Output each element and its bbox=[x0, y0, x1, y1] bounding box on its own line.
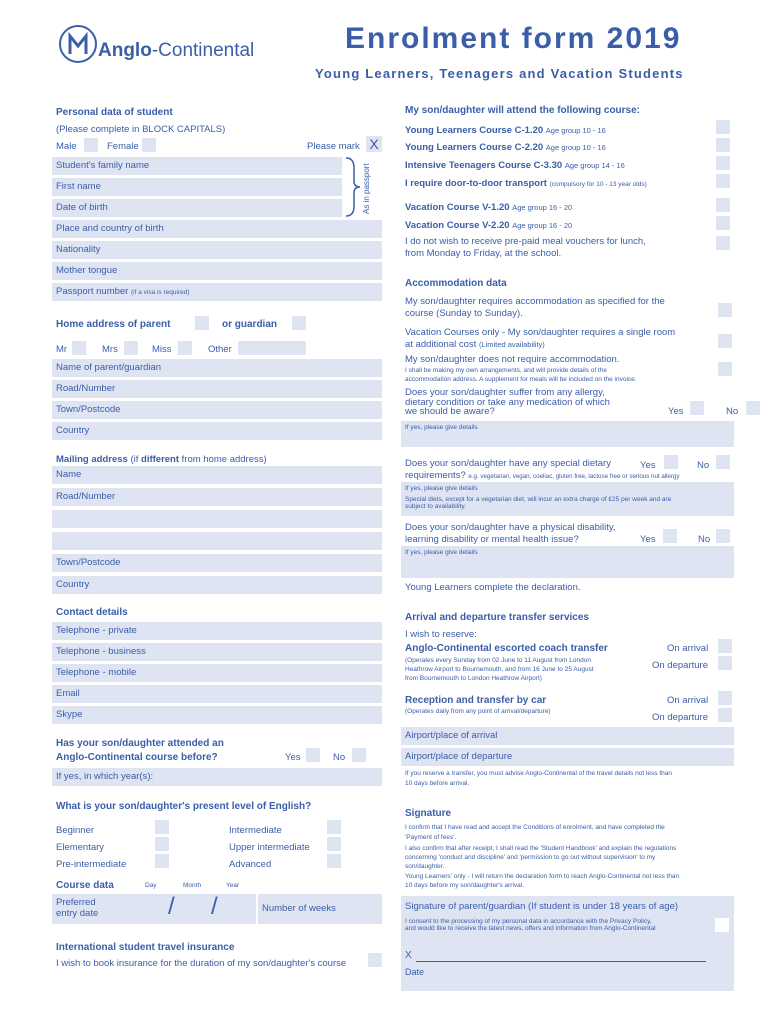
mrs-label: Mrs bbox=[102, 344, 118, 355]
month-label: Month bbox=[183, 882, 202, 889]
disability-yes-label: Yes bbox=[640, 534, 656, 545]
disability-details-field[interactable]: If yes, please give details bbox=[401, 546, 734, 578]
first-name-field[interactable]: First name bbox=[52, 178, 342, 196]
signature-text-3: I also confirm that after receipt, I shall read the 'Student Handbook' and explain the regulations bbox=[405, 845, 677, 852]
course-data-heading: Course data bbox=[56, 880, 114, 891]
acc1-text-a: My son/daughter requires accommodation as specified for the bbox=[405, 296, 665, 307]
coach-arrival-label: On arrival bbox=[667, 643, 709, 654]
miss-label: Miss bbox=[152, 344, 172, 355]
as-in-passport-label: As in passport bbox=[362, 163, 371, 214]
signature-text-4: concerning 'conduct and discipline' and 'permission to go out without supervision' to my bbox=[405, 854, 656, 861]
arrival-heading: Arrival and departure transfer services bbox=[405, 612, 589, 623]
dob-field[interactable]: Date of birth bbox=[52, 199, 342, 217]
transport-checkbox[interactable] bbox=[716, 174, 730, 188]
male-checkbox[interactable] bbox=[84, 138, 98, 152]
meal-checkbox[interactable] bbox=[716, 236, 730, 250]
diet-text-2: requirements? e.g. vegetarian, vegan, coeliac, gluten free, lactose free or serious nut allergy bbox=[405, 470, 680, 481]
entry-date-divider bbox=[256, 894, 258, 924]
family-name-field[interactable]: Student's family name bbox=[52, 157, 342, 175]
tel-mobile-field[interactable]: Telephone - mobile bbox=[52, 664, 382, 682]
mr-label: Mr bbox=[56, 344, 68, 355]
allergy-yes-checkbox[interactable] bbox=[690, 401, 704, 415]
course-row-3: Intensive Teenagers Course C-3.30 Age group 14 - 16 bbox=[405, 160, 625, 171]
parent-name-field[interactable]: Name of parent/guardian bbox=[52, 359, 382, 377]
acc3-checkbox[interactable] bbox=[718, 362, 732, 376]
allergy-no-checkbox[interactable] bbox=[746, 401, 760, 415]
mrs-checkbox[interactable] bbox=[124, 341, 138, 355]
advanced-checkbox[interactable] bbox=[327, 854, 341, 868]
level-question: What is your son/daughter's present level of English? bbox=[56, 801, 312, 812]
acc3-note-2: accommodation address. A supplement for meals will be included on the invoice. bbox=[405, 376, 637, 383]
diet-note-2: subject to availability. bbox=[405, 503, 466, 510]
elementary-label: Elementary bbox=[56, 842, 105, 853]
coach-departure-checkbox[interactable] bbox=[718, 656, 732, 670]
signature-x: X bbox=[405, 950, 412, 961]
insurance-checkbox[interactable] bbox=[368, 953, 382, 967]
allergy-yes-label: Yes bbox=[668, 406, 684, 417]
mailing-road-line3[interactable] bbox=[52, 532, 382, 550]
date-slash-1: / bbox=[168, 893, 175, 920]
attended-question-2: Anglo-Continental course before? bbox=[56, 752, 218, 763]
acc1-checkbox[interactable] bbox=[718, 303, 732, 317]
course-6-checkbox[interactable] bbox=[716, 216, 730, 230]
intermediate-label: Intermediate bbox=[229, 825, 282, 836]
road-number-field[interactable]: Road/Number bbox=[52, 380, 382, 398]
signature-heading: Signature bbox=[405, 808, 452, 819]
tel-private-field[interactable]: Telephone - private bbox=[52, 622, 382, 640]
mark-example: X bbox=[366, 136, 382, 152]
course-3-checkbox[interactable] bbox=[716, 156, 730, 170]
course-row-5: Vacation Course V-1.20 Age group 16 - 20 bbox=[405, 202, 573, 213]
pre-intermediate-checkbox[interactable] bbox=[155, 854, 169, 868]
diet-details-field[interactable] bbox=[401, 482, 734, 516]
signature-text-2: 'Payment of fees'. bbox=[405, 834, 457, 841]
coach-note-1: (Operates every Sunday from 02 June to 11 August from London bbox=[405, 657, 591, 664]
country-field[interactable]: Country bbox=[52, 422, 382, 440]
mother-tongue-field[interactable]: Mother tongue bbox=[52, 262, 382, 280]
mr-checkbox[interactable] bbox=[72, 341, 86, 355]
signature-text-7: 10 days before my son/daughter's arrival. bbox=[405, 882, 525, 889]
signature-area[interactable] bbox=[401, 896, 734, 991]
transfer-note-1: If you reserve a transfer, you must advise Anglo-Continental of the travel details not less than bbox=[405, 770, 673, 777]
signature-text-1: I confirm that I have read and accept the Conditions of enrolment, and have completed the bbox=[405, 824, 665, 831]
female-checkbox[interactable] bbox=[142, 138, 156, 152]
car-heading: Reception and transfer by car bbox=[405, 695, 547, 706]
yl-declaration-text: Young Learners complete the declaration. bbox=[405, 582, 581, 593]
elementary-checkbox[interactable] bbox=[155, 837, 169, 851]
beginner-checkbox[interactable] bbox=[155, 820, 169, 834]
allergy-no-label: No bbox=[726, 406, 739, 417]
pre-intermediate-label: Pre-intermediate bbox=[56, 859, 127, 870]
car-departure-checkbox[interactable] bbox=[718, 708, 732, 722]
passport-number-field[interactable] bbox=[52, 283, 382, 301]
signature-parent-label: Signature of parent/guardian (If student is under 18 years of age) bbox=[405, 901, 679, 912]
coach-heading: Anglo-Continental escorted coach transfer bbox=[405, 643, 608, 654]
place-birth-field[interactable]: Place and country of birth bbox=[52, 220, 382, 238]
miss-checkbox[interactable] bbox=[178, 341, 192, 355]
acc2-text-b: at additional cost (Limited availability) bbox=[405, 339, 545, 350]
course-5-checkbox[interactable] bbox=[716, 198, 730, 212]
year-label: Year bbox=[226, 882, 240, 889]
town-postcode-field[interactable]: Town/Postcode bbox=[52, 401, 382, 419]
upper-intermediate-checkbox[interactable] bbox=[327, 837, 341, 851]
diet-details-label: If yes, please give details bbox=[405, 485, 478, 492]
course-row-6: Vacation Course V-2.20 Age group 16 - 20 bbox=[405, 220, 573, 231]
form-title: Enrolment form 2019 bbox=[345, 22, 682, 55]
car-note: (Operates daily from any point of arrival/departure) bbox=[405, 708, 551, 715]
acc1-text-b: course (Sunday to Sunday). bbox=[405, 308, 523, 319]
email-field[interactable]: Email bbox=[52, 685, 382, 703]
upper-intermediate-label: Upper intermediate bbox=[229, 842, 310, 853]
disability-text-2: learning disability or mental health issue? bbox=[405, 534, 579, 545]
attended-yes-label: Yes bbox=[285, 752, 301, 763]
personal-heading: Personal data of student bbox=[56, 107, 173, 118]
block-caps-note: (Please complete in BLOCK CAPITALS) bbox=[56, 124, 226, 135]
airport-arrival-field[interactable]: Airport/place of arrival bbox=[401, 727, 734, 745]
diet-no-label: No bbox=[697, 460, 710, 471]
transfer-note-2: 10 days before arrival. bbox=[405, 780, 470, 787]
tel-business-field[interactable]: Telephone - business bbox=[52, 643, 382, 661]
car-departure-label: On departure bbox=[652, 712, 708, 723]
disability-text-1: Does your son/daughter have a physical disability, bbox=[405, 522, 616, 533]
attended-no-label: No bbox=[333, 752, 346, 763]
airport-departure-field[interactable]: Airport/place of departure bbox=[401, 748, 734, 766]
intermediate-checkbox[interactable] bbox=[327, 820, 341, 834]
date-slash-2: / bbox=[211, 893, 218, 920]
insurance-heading: International student travel insurance bbox=[56, 942, 235, 953]
entry-date-label: entry date bbox=[56, 908, 99, 919]
course-row-2: Young Learners Course C-2.20 Age group 10 - 16 bbox=[405, 142, 606, 153]
attended-question-1: Has your son/daughter attended an bbox=[56, 738, 224, 749]
diet-text-1: Does your son/daughter have any special dietary bbox=[405, 458, 611, 469]
day-label: Day bbox=[145, 882, 157, 889]
advanced-label: Advanced bbox=[229, 859, 272, 870]
other-field[interactable] bbox=[238, 341, 306, 355]
diet-note-1: Special diets, except for a vegetarian diet, will incur an extra charge of £25 per week and are bbox=[405, 496, 672, 503]
parent-checkbox[interactable] bbox=[195, 316, 209, 330]
insurance-text: I wish to book insurance for the duration of my son/daughter's course bbox=[56, 958, 347, 969]
wish-reserve-text: I wish to reserve: bbox=[405, 629, 477, 640]
form-subtitle: Young Learners, Teenagers and Vacation Students bbox=[315, 66, 684, 81]
please-mark-label: Please mark bbox=[307, 141, 360, 152]
other-label: Other bbox=[208, 344, 232, 355]
which-years-field[interactable]: If yes, in which year(s): bbox=[52, 768, 382, 786]
car-arrival-label: On arrival bbox=[667, 695, 709, 706]
preferred-label: Preferred bbox=[56, 897, 96, 908]
or-guardian-label: or guardian bbox=[222, 319, 278, 330]
signature-text-5: son/daughter. bbox=[405, 863, 445, 870]
female-label: Female bbox=[107, 141, 139, 152]
mailing-road-field[interactable]: Road/Number bbox=[52, 488, 382, 506]
attended-yes-checkbox[interactable] bbox=[306, 748, 320, 762]
mailing-road-line2[interactable] bbox=[52, 510, 382, 528]
meal-text-1: I do not wish to receive pre-paid meal vouchers for lunch, bbox=[405, 236, 646, 247]
consent-text-2: and would like to receive the latest news, offers and information from Anglo-Continental bbox=[405, 925, 656, 932]
allergy-text-3: we should be aware? bbox=[405, 406, 495, 417]
signature-date-label: Date bbox=[405, 967, 425, 977]
logo bbox=[58, 24, 98, 64]
signature-text-6: Young Learners' only - I will return the declaration form to reach Anglo-Continental not less than bbox=[405, 873, 680, 880]
attended-no-checkbox[interactable] bbox=[352, 748, 366, 762]
coach-arrival-checkbox[interactable] bbox=[718, 639, 732, 653]
diet-yes-label: Yes bbox=[640, 460, 656, 471]
diet-no-checkbox[interactable] bbox=[716, 455, 730, 469]
passport-number-label: Passport number bbox=[56, 286, 129, 297]
allergy-text-1: Does your son/daughter suffer from any allergy, bbox=[405, 387, 605, 398]
course-row-4: I require door-to-door transport (compulsory for 10 - 13 year olds) bbox=[405, 178, 647, 189]
course-1-checkbox[interactable] bbox=[716, 120, 730, 134]
nationality-field[interactable]: Nationality bbox=[52, 241, 382, 259]
consent-text-1: I consent to the processing of my personal data in accordance with the Privacy Policy, bbox=[405, 918, 652, 925]
home-address-heading: Home address of parent bbox=[56, 319, 171, 330]
coach-note-3: from Bournemouth to London Heathrow Airport) bbox=[405, 675, 542, 682]
disability-yes-checkbox[interactable] bbox=[663, 529, 677, 543]
course-row-1: Young Learners Course C-1.20 Age group 10 - 16 bbox=[405, 125, 606, 136]
brace-icon bbox=[344, 156, 362, 223]
acc2-checkbox[interactable] bbox=[718, 334, 732, 348]
male-label: Male bbox=[56, 141, 77, 152]
skype-field[interactable]: Skype bbox=[52, 706, 382, 724]
accommodation-heading: Accommodation data bbox=[405, 278, 507, 289]
acc2-text-a: Vacation Courses only - My son/daughter requires a single room bbox=[405, 327, 676, 338]
mailing-town-field[interactable]: Town/Postcode bbox=[52, 554, 382, 572]
consent-checkbox[interactable] bbox=[715, 918, 729, 932]
disability-no-label: No bbox=[698, 534, 711, 545]
allergy-text-2: dietary condition or take any medication of which bbox=[405, 397, 610, 408]
signature-line bbox=[416, 961, 706, 962]
guardian-checkbox[interactable] bbox=[292, 316, 306, 330]
brand-name: Anglo-Continental bbox=[98, 40, 255, 61]
contact-heading: Contact details bbox=[56, 607, 128, 618]
course-2-checkbox[interactable] bbox=[716, 138, 730, 152]
coach-departure-label: On departure bbox=[652, 660, 708, 671]
disability-no-checkbox[interactable] bbox=[716, 529, 730, 543]
course-heading: My son/daughter will attend the following course: bbox=[405, 105, 641, 116]
beginner-label: Beginner bbox=[56, 825, 95, 836]
mailing-country-field[interactable]: Country bbox=[52, 576, 382, 594]
meal-text-2: from Monday to Friday, at the school. bbox=[405, 248, 562, 259]
number-weeks-label: Number of weeks bbox=[262, 903, 336, 914]
car-arrival-checkbox[interactable] bbox=[718, 691, 732, 705]
mailing-name-field[interactable]: Name bbox=[52, 466, 382, 484]
diet-yes-checkbox[interactable] bbox=[664, 455, 678, 469]
mailing-address-heading: Mailing address (if different from home address) bbox=[56, 454, 267, 465]
visa-note: (if a visa is required) bbox=[130, 289, 190, 296]
coach-note-2: Heathrow Airport to Bournemouth, and from 16 June to 25 August bbox=[405, 666, 594, 673]
allergy-details-field[interactable]: If yes, please give details bbox=[401, 421, 734, 447]
acc3-text: My son/daughter does not require accommodation. bbox=[405, 354, 620, 365]
acc3-note-1: I shall be making my own arrangements, and will provide details of the bbox=[405, 367, 607, 374]
